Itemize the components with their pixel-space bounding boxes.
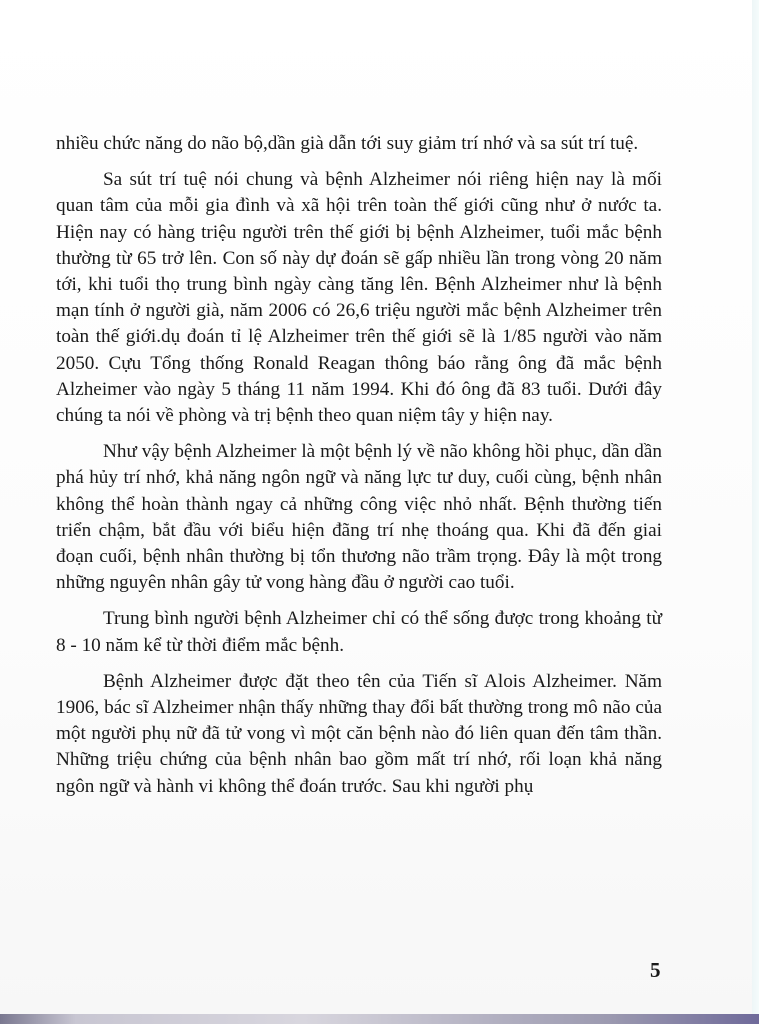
paragraph-continued: nhiều chức năng do não bộ,dần già dẫn tới suy giảm trí nhớ và sa sút trí tuệ. — [56, 133, 639, 154]
paragraph: Sa sút trí tuệ nói chung và bệnh Alzheimer nói riêng hiện nay là mối quan tâm của mỗi gia đình và xã hội trên toàn thế giới cũng như ở nước ta. Hiện nay có hàng triệu người trên thế giới bị bệnh Alzheimer, tuổi mắc bệnh thường từ 65 trở lên. Con số này dự đoán sẽ gấp nhiều lần trong vòng 20 năm tới, khi tuổi thọ trung bình ngày càng tăng lên. Bệnh Alzheimer như là bệnh mạn tính ở người già, năm 2006 có 26,6 triệu người mắc bệnh Alzheimer trên toàn thế giới.dụ đoán tỉ lệ Alzheimer trên thế giới sẽ là 1/85 người vào năm 2050. Cựu Tổng thống Ronald Reagan thông báo rằng ông đã mắc bệnh Alzheimer vào ngày 5 tháng 11 năm 1994. Khi đó ông đã 83 tuổi. Dưới đây chúng ta nói về phòng và trị bệnh theo quan niệm tây y hiện nay. — [56, 169, 662, 427]
page-right-edge — [752, 0, 759, 1016]
paragraph: Trung bình người bệnh Alzheimer chỉ có thể sống được trong khoảng từ 8 - 10 năm kể từ thời điểm mắc bệnh. — [56, 608, 662, 656]
page-bottom-edge — [0, 1014, 759, 1024]
page-body-text — [56, 131, 662, 810]
paragraph: Như vậy bệnh Alzheimer là một bệnh lý về não không hồi phục, dần dần phá hủy trí nhớ, khả năng ngôn ngữ và năng lực tư duy, cuối cùng, bệnh nhân không thể hoàn thành ngay cả những công việc nhỏ nhất. Bệnh thường tiến triển chậm, bắt đầu với biểu hiện đãng trí nhẹ thoáng qua. Khi đã đến giai đoạn cuối, bệnh nhân thường bị tổn thương não trầm trọng. Đây là một trong những nguyên nhân gây tử vong hàng đầu ở người cao tuổi. — [56, 441, 662, 594]
page-number: 5 — [650, 958, 661, 982]
paragraph: Bệnh Alzheimer được đặt theo tên của Tiến sĩ Alois Alzheimer. Năm 1906, bác sĩ Alzheimer nhận thấy những thay đổi bất thường trong mô não của một người phụ nữ đã tử vong vì một căn bệnh nào đó liên quan đến tâm thần. Những triệu chứng của bệnh nhân bao gồm mất trí nhớ, rối loạn khả năng ngôn ngữ và hành vi không thể đoán trước. Sau khi người phụ — [56, 670, 662, 797]
